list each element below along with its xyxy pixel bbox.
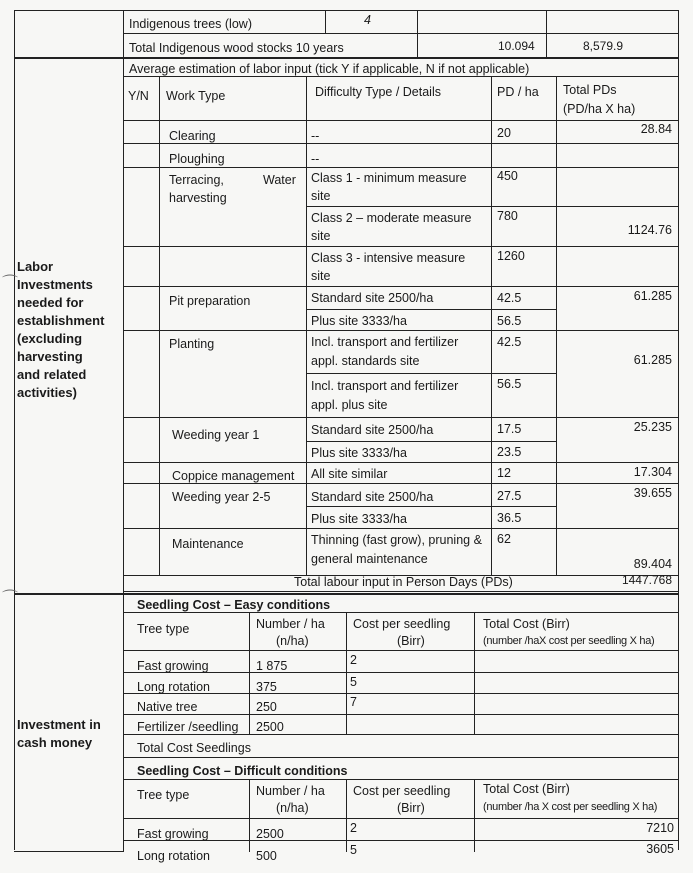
total-indigenous-label: Total Indigenous wood stocks 10 years: [129, 41, 344, 55]
easy-cost: 2: [350, 653, 357, 667]
easy-col-cost: Cost per seedling: [353, 617, 451, 631]
labor-detail: Class 2 – moderate measure: [311, 211, 472, 225]
rule: [123, 650, 679, 651]
difficult-tree-type: Fast growing: [137, 827, 209, 841]
rule: [14, 851, 124, 852]
labor-detail: appl. standards site: [311, 354, 420, 368]
labor-work-type: Clearing: [169, 129, 216, 143]
labor-detail: --: [311, 152, 320, 166]
labor-detail: Class 3 - intensive measure: [311, 251, 466, 265]
margin-mark: ⌒: [2, 275, 19, 292]
rule: [14, 10, 15, 850]
easy-col-cost-sub: (Birr): [397, 634, 425, 648]
labor-detail: site: [311, 229, 331, 243]
rule: [14, 10, 679, 11]
labor-work-type: Maintenance: [172, 537, 244, 551]
labor-section-label-line: harvesting: [17, 349, 83, 364]
easy-col-tree: Tree type: [137, 622, 190, 636]
col-header-difficulty: Difficulty Type / Details: [315, 85, 441, 99]
labor-pd-ha: 450: [497, 169, 518, 183]
labor-detail: Standard site 2500/ha: [311, 490, 434, 504]
easy-col-total: Total Cost (Birr): [483, 617, 570, 631]
rule: [346, 779, 347, 852]
difficult-col-cost: Cost per seedling: [353, 784, 451, 798]
labor-work-type: Coppice management: [172, 469, 295, 483]
labor-detail: Plus site 3333/ha: [311, 314, 407, 328]
labor-detail: Standard site 2500/ha: [311, 291, 434, 305]
col-header-pd-ha: PD / ha: [497, 85, 539, 99]
labor-work-type: Planting: [169, 337, 215, 351]
indigenous-low-label: Indigenous trees (low): [129, 17, 252, 31]
labor-work-type: Pit preparation: [169, 294, 251, 308]
labor-total-pds: 25.235: [633, 420, 672, 434]
easy-cost: 7: [350, 695, 357, 709]
col-header-work-type: Work Type: [166, 89, 226, 103]
labor-pd-ha: 62: [497, 532, 511, 546]
rule: [123, 714, 679, 715]
labor-total-pds: 1124.76: [627, 223, 672, 237]
rule: [159, 76, 160, 576]
rule: [123, 286, 679, 287]
labor-pd-ha: 20: [497, 126, 511, 140]
labor-detail: Incl. transport and fertilizer: [311, 335, 459, 349]
difficult-number: 500: [256, 849, 277, 863]
rule: [123, 33, 679, 34]
rule: [346, 612, 347, 734]
labor-work-type: Weeding year 1: [172, 428, 260, 442]
easy-total-label: Total Cost Seedlings: [137, 741, 251, 755]
labor-detail: Standard site 2500/ha: [311, 423, 434, 437]
cash-section-label-line: Investment in: [17, 717, 101, 732]
easy-col-total-sub: (number /haX cost per seedling X ha): [483, 635, 655, 647]
labor-total-label: Total labour input in Person Days (PDs): [294, 575, 513, 589]
rule: [546, 10, 547, 57]
rule: [249, 612, 250, 734]
easy-number: 375: [256, 680, 277, 694]
labor-pd-ha: 12: [497, 466, 511, 480]
rule: [123, 779, 679, 780]
total-indigenous-value-1: 10.094: [498, 39, 535, 53]
labor-detail: appl. plus site: [311, 398, 388, 412]
labor-pd-ha: 17.5: [497, 422, 522, 436]
labor-total-pds: 39.655: [633, 486, 672, 500]
easy-tree-type: Fast growing: [137, 659, 209, 673]
difficult-total: 7210: [646, 821, 674, 835]
labor-section-label-line: activities): [17, 385, 77, 400]
difficult-col-number: Number / ha: [256, 784, 325, 798]
labor-pd-ha: 23.5: [497, 445, 522, 459]
labor-total-pds: 89.404: [633, 557, 672, 571]
labor-pd-ha: 27.5: [497, 489, 522, 503]
labor-pd-ha: 36.5: [497, 511, 522, 525]
labor-total-pds: 17.304: [633, 465, 672, 479]
col-header-total-pds: Total PDs: [563, 83, 617, 97]
labor-work-type: harvesting: [169, 191, 227, 205]
margin-mark: ⌒: [2, 590, 19, 607]
labor-detail: Plus site 3333/ha: [311, 446, 407, 460]
difficult-col-number-sub: (n/ha): [276, 801, 309, 815]
rule: [123, 462, 679, 463]
easy-tree-type: Native tree: [137, 700, 198, 714]
difficult-col-cost-sub: (Birr): [397, 801, 425, 815]
labor-detail: All site similar: [311, 467, 388, 481]
rule: [123, 167, 679, 168]
rule: [123, 591, 679, 592]
labor-pd-ha: 56.5: [497, 314, 522, 328]
total-indigenous-value-2: 8,579.9: [583, 39, 624, 53]
labor-section-label-line: Investments: [17, 277, 93, 292]
difficult-table-title: Seedling Cost – Difficult conditions: [137, 764, 348, 778]
labor-total-pds: 61.285: [633, 289, 672, 303]
easy-number: 250: [256, 700, 277, 714]
rule: [306, 506, 556, 507]
rule: [306, 309, 556, 310]
rule: [556, 76, 557, 576]
difficult-col-tree: Tree type: [137, 788, 190, 802]
cash-section-label-line: cash money: [17, 735, 93, 750]
labor-total-value: 1447.768: [621, 573, 672, 587]
rule: [306, 206, 679, 207]
labor-section-label-line: establishment: [17, 313, 105, 328]
difficult-cost: 2: [350, 821, 357, 835]
difficult-number: 2500: [256, 827, 284, 841]
rule: [474, 779, 475, 852]
easy-tree-type: Fertilizer /seedling: [137, 720, 239, 734]
labor-work-type: Ploughing: [169, 152, 225, 166]
labor-detail: general maintenance: [311, 552, 428, 566]
difficult-tree-type: Long rotation: [137, 849, 210, 863]
easy-col-number: Number / ha: [256, 617, 325, 631]
easy-tree-type: Long rotation: [137, 680, 210, 694]
labor-section-label-line: and related: [17, 367, 87, 382]
rule: [474, 612, 475, 734]
rule: [306, 441, 556, 442]
rule: [325, 10, 326, 33]
labor-detail: --: [311, 129, 320, 143]
rule: [14, 593, 679, 595]
labor-section-label-line: needed for: [17, 295, 84, 310]
labor-total-pds: 28.84: [640, 122, 672, 136]
rule: [123, 818, 679, 819]
rule: [417, 10, 418, 57]
labor-detail: Plus site 3333/ha: [311, 512, 407, 526]
difficult-col-total-sub: (number /ha X cost per seedling X ha): [483, 801, 658, 813]
rule: [491, 76, 492, 576]
labor-work-type: Weeding year 2-5: [172, 490, 271, 504]
labor-pd-ha: 42.5: [497, 291, 522, 305]
rule: [249, 779, 250, 852]
labor-detail: site: [311, 269, 331, 283]
labor-pd-ha: 780: [497, 209, 518, 223]
labor-detail: Incl. transport and fertilizer: [311, 379, 459, 393]
labor-detail: Thinning (fast grow), pruning &: [311, 533, 482, 547]
rule: [123, 246, 679, 247]
rule: [14, 57, 679, 59]
easy-col-number-sub: (n/ha): [276, 634, 309, 648]
rule: [123, 417, 679, 418]
labor-detail: Class 1 - minimum measure: [311, 171, 467, 185]
rule: [123, 528, 679, 529]
labor-work-type: Water: [263, 173, 296, 187]
labor-header-note: Average estimation of labor input (tick Y if applicable, N if not applicable): [129, 62, 530, 76]
labor-section-label-line: (excluding: [17, 331, 83, 346]
labor-detail: site: [311, 189, 331, 203]
easy-table-title: Seedling Cost – Easy conditions: [137, 598, 331, 612]
labor-total-pds: 61.285: [633, 353, 672, 367]
difficult-col-total: Total Cost (Birr): [483, 782, 570, 796]
easy-number: 2500: [256, 720, 284, 734]
easy-cost: 5: [350, 675, 357, 689]
rule: [678, 10, 679, 850]
difficult-total: 3605: [646, 842, 674, 856]
difficult-cost: 5: [350, 843, 357, 857]
labor-pd-ha: 56.5: [497, 377, 522, 391]
rule: [123, 330, 679, 331]
labor-pd-ha: 42.5: [497, 335, 522, 349]
easy-number: 1 875: [256, 659, 288, 673]
labor-pd-ha: 1260: [497, 249, 525, 263]
rule: [306, 76, 307, 576]
indigenous-low-value: 4: [364, 13, 371, 27]
col-header-total-pds-sub: (PD/ha X ha): [563, 102, 636, 116]
labor-work-type: Terracing,: [169, 173, 224, 187]
col-header-yn: Y/N: [128, 89, 149, 103]
rule: [306, 373, 556, 374]
labor-section-label-line: Labor: [17, 259, 54, 274]
rule: [123, 10, 124, 852]
rule: [123, 757, 679, 758]
